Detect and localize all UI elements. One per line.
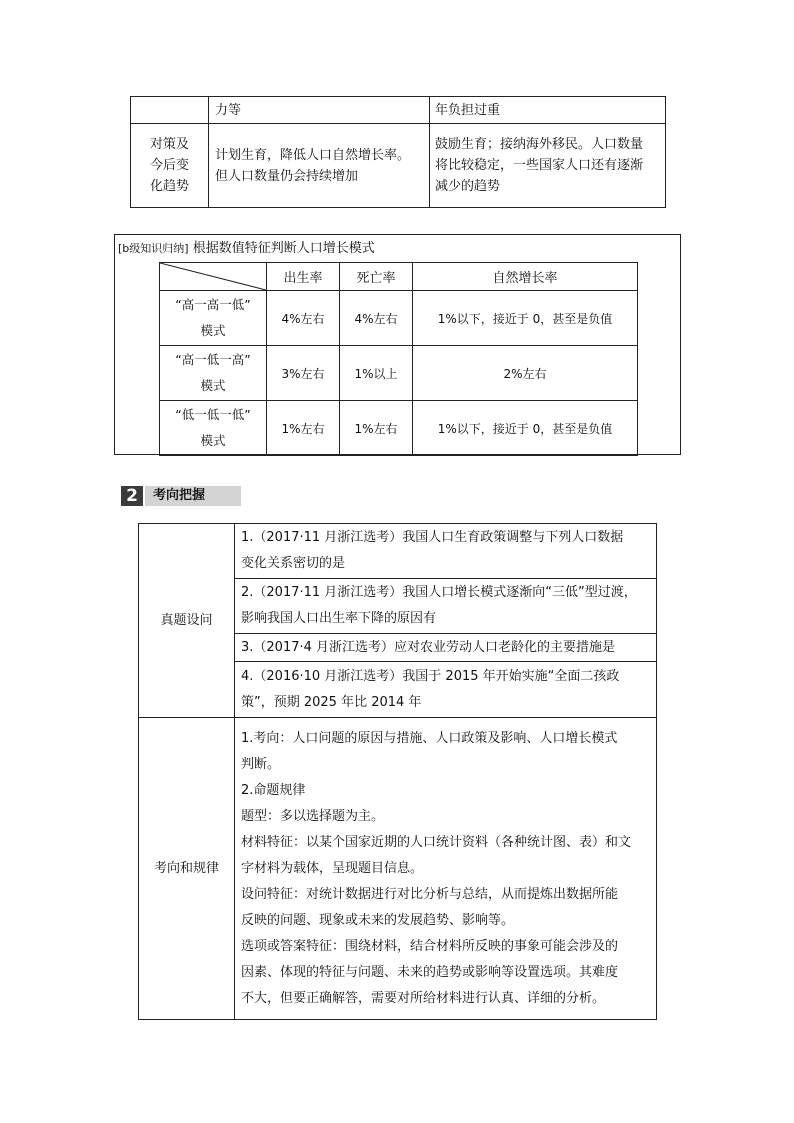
knowledge-summary-box bbox=[114, 234, 681, 455]
table1-empty-cell bbox=[131, 97, 209, 124]
question-cell bbox=[235, 662, 657, 718]
birth-rate-cell: 4%左右 bbox=[267, 291, 340, 346]
question-line: 2.（2017·11 月浙江选考）我国人口增长模式逐渐向“三低”型过渡， bbox=[241, 585, 637, 600]
birth-rate-cell: 3%左右 bbox=[267, 346, 340, 401]
rule-line: 因素、体现的特征与问题、未来的趋势或影响等设置选项。其难度 bbox=[241, 964, 619, 980]
row-label-line: 对策及 bbox=[149, 137, 189, 152]
section-number: 2 bbox=[121, 486, 143, 506]
group-label-rules: 考向和规律 bbox=[139, 718, 235, 1020]
question-line: 3.（2017·4 月浙江选考）应对农业劳动人口老龄化的主要措施是 bbox=[241, 639, 616, 655]
header-death-rate: 死亡率 bbox=[340, 263, 413, 291]
table1-cell-burden: 年负担过重 bbox=[430, 97, 666, 124]
natural-growth-cell: 1%以下，接近于 0，甚至是负值 bbox=[413, 401, 638, 456]
question-line: 变化关系密切的是 bbox=[241, 556, 346, 571]
rule-line: 材料特征：以某个国家近期的人口统计资料（各种统计图、表）和文 bbox=[241, 834, 632, 850]
question-line: 策”，预期 2025 年比 2014 年 bbox=[241, 694, 422, 710]
table1-cell-developing-policy bbox=[209, 124, 430, 208]
question-line: 4.（2016·10 月浙江选考）我国于 2015 年开始实施“全面二孩政 bbox=[241, 668, 620, 684]
table-row bbox=[160, 291, 638, 346]
rule-line: 字材料为载体，呈现题目信息。 bbox=[241, 860, 424, 876]
natural-growth-cell: 2%左右 bbox=[413, 346, 638, 401]
text-line: 将比较稳定，一些国家人口还有逐渐 bbox=[435, 158, 644, 173]
row-label-line: 今后变 bbox=[149, 158, 189, 173]
death-rate-cell: 4%左右 bbox=[340, 291, 413, 346]
table1-row-label bbox=[131, 124, 209, 208]
header-natural-growth: 自然增长率 bbox=[413, 263, 638, 291]
rule-line: 反映的问题、现象或未来的发展趋势、影响等。 bbox=[241, 912, 515, 928]
natural-growth-cell: 1%以下，接近于 0，甚至是负值 bbox=[413, 291, 638, 346]
rule-line: 不大，但要正确解答，需要对所给材料进行认真、详细的分析。 bbox=[241, 990, 606, 1006]
death-rate-cell: 1%左右 bbox=[340, 401, 413, 456]
pattern-name bbox=[160, 291, 267, 346]
text-line: 鼓励生育；接纳海外移民。人口数量 bbox=[435, 137, 644, 152]
section-title: 考向把握 bbox=[153, 488, 206, 503]
text-line: 减少的趋势 bbox=[435, 179, 501, 194]
text-line: 计划生育，降低人口自然增长率。 bbox=[215, 147, 411, 163]
rule-line: 题型：多以选择题为主。 bbox=[241, 808, 385, 824]
rules-cell bbox=[235, 718, 657, 1020]
question-line: 影响我国人口出生率下降的原因有 bbox=[241, 611, 437, 626]
rule-line: 判断。 bbox=[241, 756, 281, 772]
pattern-name-line: “低一低一低” bbox=[175, 407, 251, 422]
pattern-name-line: 模式 bbox=[200, 433, 226, 448]
birth-rate-cell: 1%左右 bbox=[267, 401, 340, 456]
growth-pattern-table bbox=[159, 262, 638, 456]
rule-line: 2.命题规律 bbox=[241, 782, 306, 798]
pattern-name-line: “高一低一高” bbox=[175, 352, 251, 367]
pattern-name-line: 模式 bbox=[200, 323, 226, 338]
table-row bbox=[160, 401, 638, 456]
pattern-name bbox=[160, 346, 267, 401]
pattern-name-line: “高一高一低” bbox=[175, 297, 251, 312]
text-line: 但人口数量仍会持续增加 bbox=[215, 168, 359, 184]
rule-line: 选项或答案特征：围绕材料，结合材料所反映的事象可能会涉及的 bbox=[241, 938, 619, 954]
box-heading: 根据数值特征判断人口增长模式 bbox=[192, 241, 375, 256]
question-cell bbox=[235, 579, 657, 634]
exam-direction-table bbox=[138, 523, 657, 1020]
box-title bbox=[118, 237, 375, 256]
table1-cell-labor: 力等 bbox=[209, 97, 430, 124]
policy-table bbox=[130, 96, 666, 208]
level-tag: [b级知识归纳] bbox=[118, 242, 189, 255]
rule-line: 设问特征：对统计数据进行对比分析与总结，从而提炼出数据所能 bbox=[241, 886, 619, 902]
table-row bbox=[160, 346, 638, 401]
question-cell bbox=[235, 524, 657, 579]
question-line: 1.（2017·11 月浙江选考）我国人口生育政策调整与下列人口数据 bbox=[241, 530, 624, 545]
table1-cell-developed-policy bbox=[430, 124, 666, 208]
group-label-questions: 真题设问 bbox=[139, 524, 235, 718]
header-birth-rate: 出生率 bbox=[267, 263, 340, 291]
diagonal-line bbox=[160, 263, 266, 290]
pattern-name-line: 模式 bbox=[200, 378, 226, 393]
pattern-name bbox=[160, 401, 267, 456]
rule-line: 1.考向：人口问题的原因与措施、人口政策及影响、人口增长模式 bbox=[241, 730, 618, 746]
row-label-line: 化趋势 bbox=[149, 179, 189, 194]
death-rate-cell: 1%以上 bbox=[340, 346, 413, 401]
question-cell bbox=[235, 634, 657, 662]
diagonal-header-cell bbox=[160, 263, 267, 291]
